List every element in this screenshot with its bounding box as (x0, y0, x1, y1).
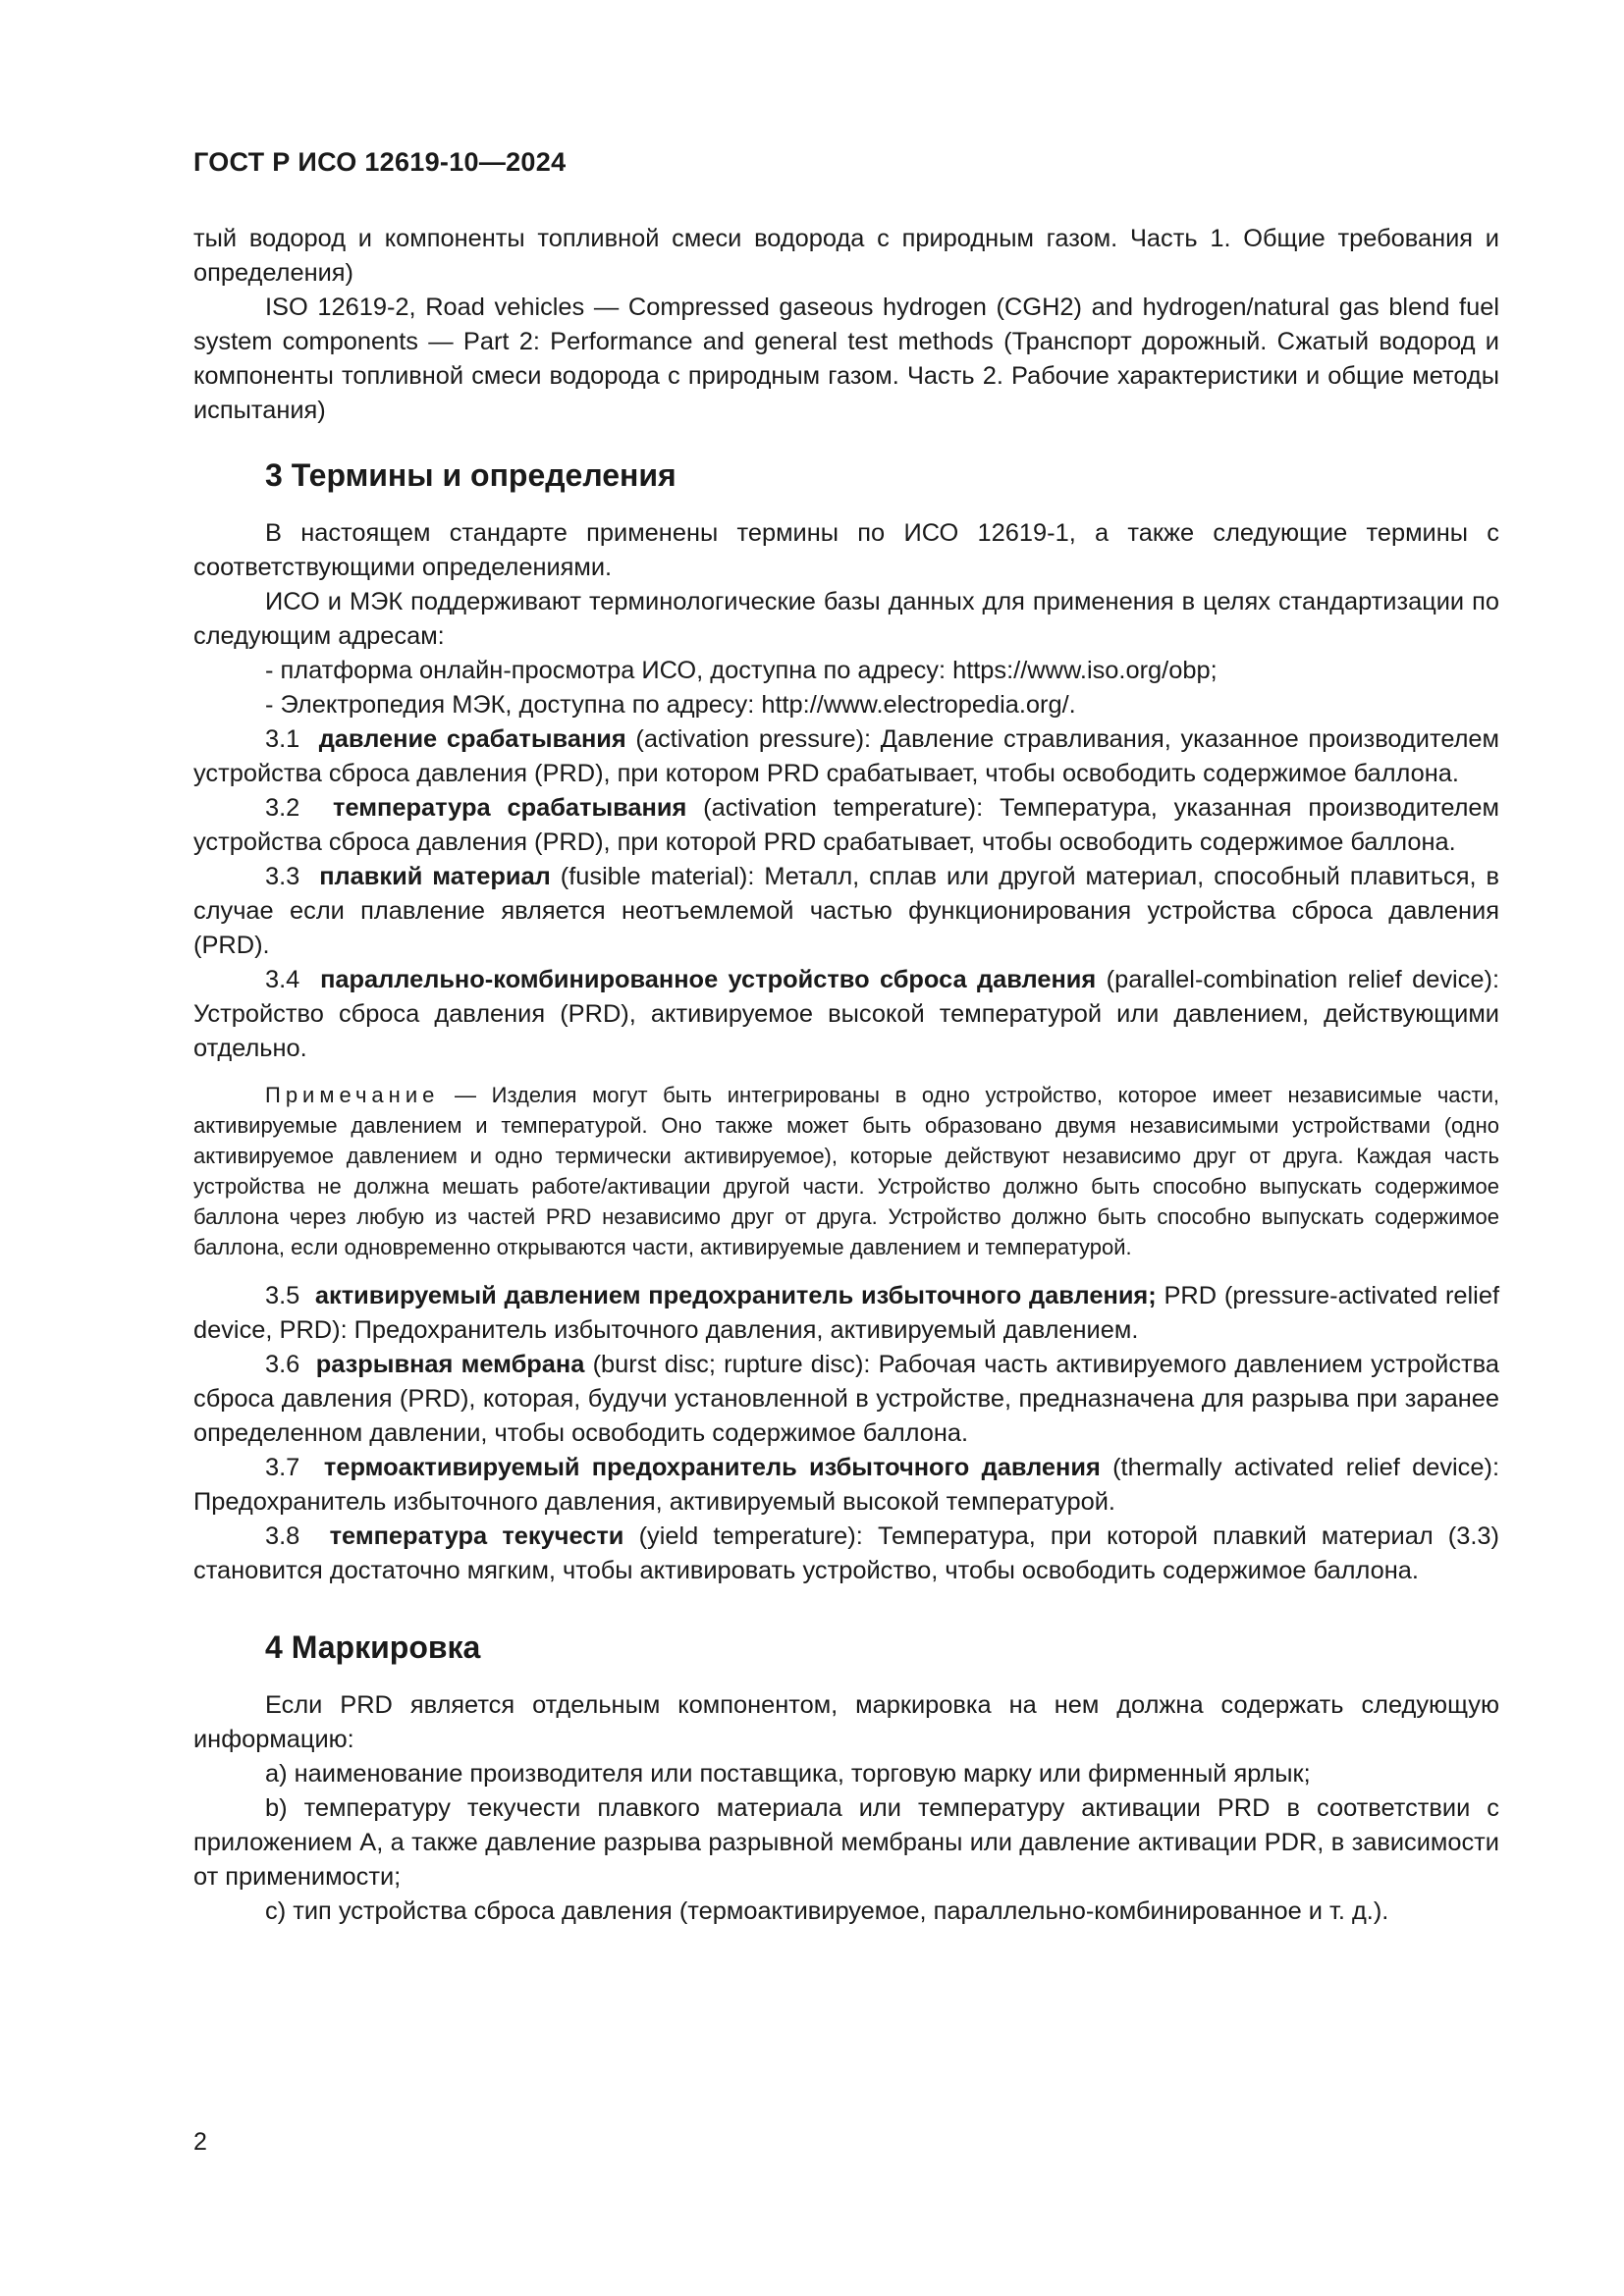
section-4-intro: Если PRD является отдельным компонентом, маркировка на нем должна содержать следующую информацию: (193, 1691, 1499, 1753)
reference-continuation: тый водород и компоненты топливной смеси водорода с природным газом. Часть 1. Общие требования и определения) (193, 225, 1499, 287)
term-number: 3.4 (265, 966, 300, 993)
term-name: температура текучести (329, 1522, 624, 1550)
term-number: 3.7 (265, 1454, 300, 1481)
term-definition: (activation temperature): Температура, указанная производителем устройства сброса давления (PRD), при которой PRD срабатывает, чтобы освободить содержимое баллона. (193, 794, 1499, 856)
document-code-header: ГОСТ Р ИСО 12619-10—2024 (193, 147, 567, 177)
term-3-2 (193, 791, 1499, 860)
term-name: температура срабатывания (333, 794, 687, 822)
term-definition: (fusible material): Металл, сплав или другой материал, способный плавиться, в случае если плавление является неотъемлемой частью функционирования устройства сброса давления (PRD). (193, 863, 1499, 959)
term-3-7 (193, 1451, 1499, 1520)
section-3-intro: В настоящем стандарте применены термины по ИСО 12619-1, а также следующие термины с соответствующими определениями. (193, 519, 1499, 581)
document-body (193, 222, 1499, 1929)
note-label: Примечание (265, 1083, 440, 1107)
term-3-3 (193, 860, 1499, 963)
note-text: — Изделия могут быть интегрированы в одно устройство, которое имеет независимые части, активируемые давлением и температурой. Оно также может быть образовано двумя независимыми устройствами (одно активируемое давлением и одно термически активируемое), которые действуют независимо друг от друга. Каждая часть устройства не должна мешать работе/активации другой части. Устройство должно быть способно выпускать содержимое баллона через любую из частей PRD независимо друг от друга. Устройство должно быть способно выпускать содержимое баллона, если одновременно открываются части, активируемые давлением и температурой. (193, 1083, 1499, 1259)
term-name: активируемый давлением предохранитель избыточного давления; (314, 1282, 1157, 1309)
term-number: 3.3 (265, 863, 300, 890)
term-3-6 (193, 1348, 1499, 1451)
term-number: 3.8 (265, 1522, 300, 1550)
term-number: 3.1 (265, 725, 300, 753)
section-3-heading: 3 Термины и определения (265, 457, 677, 493)
term-name: разрывная мембрана (315, 1351, 585, 1378)
term-3-4 (193, 963, 1499, 1066)
term-definition: (activation pressure): Давление стравливания, указанное производителем устройства сброса давления (PRD), при котором PRD срабатывает, чтобы освободить содержимое баллона. (193, 725, 1500, 787)
term-3-5 (193, 1279, 1499, 1348)
list-item-electropedia: - Электропедия МЭК, доступна по адресу: http://www.electropedia.org/. (265, 691, 1076, 719)
terminology-databases-paragraph: ИСО и МЭК поддерживают терминологические базы данных для применения в целях стандартизации по следующим адресам: (193, 588, 1499, 650)
term-definition: (parallel-combination relief device): Устройство сброса давления (PRD), активируемое высокой температурой или давлением, действующими отдельно. (193, 966, 1500, 1062)
page-number: 2 (193, 2128, 207, 2156)
term-definition: (yield temperature): Температура, при которой плавкий материал (3.3) становится достаточно мягким, чтобы активировать устройство, чтобы освободить содержимое баллона. (193, 1522, 1499, 1584)
section-4-heading: 4 Маркировка (265, 1629, 481, 1665)
list-item-c: с) тип устройства сброса давления (термоактивируемое, параллельно-комбинированное и т. д.). (265, 1897, 1389, 1925)
term-3-8 (193, 1520, 1499, 1588)
note-paragraph (193, 1080, 1499, 1262)
term-name: термоактивируемый предохранитель избыточного давления (323, 1454, 1101, 1481)
term-definition: PRD (pressure-activated relief device, PRD): Предохранитель избыточного давления, активируемый давлением. (193, 1282, 1499, 1344)
term-name: плавкий материал (319, 863, 551, 890)
reference-iso-12619-2: ISO 12619-2, Road vehicles — Compressed gaseous hydrogen (CGH2) and hydrogen/natural gas blend fuel system components — Part 2: Performance and general test methods (Транспорт дорожный. Сжатый водород и компоненты топливной смеси водорода с природным газом. Часть 2. Рабочие характеристики и общие методы испытания) (193, 294, 1499, 424)
term-number: 3.5 (265, 1282, 300, 1309)
list-item-b: b) температуру текучести плавкого материала или температуру активации PRD в соответствии с приложением А, а также давление разрыва разрывной мембраны или давление активации PDR, в зависимости от применимости; (193, 1794, 1499, 1891)
term-name: параллельно-комбинированное устройство сброса давления (320, 966, 1097, 993)
list-item-a: а) наименование производителя или поставщика, торговую марку или фирменный ярлык; (265, 1760, 1311, 1788)
term-number: 3.6 (265, 1351, 300, 1378)
list-item-iso-obp: - платформа онлайн-просмотра ИСО, доступна по адресу: https://www.iso.org/obp; (265, 657, 1218, 684)
term-number: 3.2 (265, 794, 300, 822)
term-3-1 (193, 722, 1499, 791)
term-name: давление срабатывания (318, 725, 626, 753)
term-definition: (thermally activated relief device): Предохранитель избыточного давления, активируемый высокой температурой. (193, 1454, 1499, 1516)
term-definition: (burst disc; rupture disc): Рабочая часть активируемого давлением устройства сброса давления (PRD), которая, будучи установленной в устройстве, предназначена для разрыва при заранее определенном давлении, чтобы освободить содержимое баллона. (193, 1351, 1499, 1447)
